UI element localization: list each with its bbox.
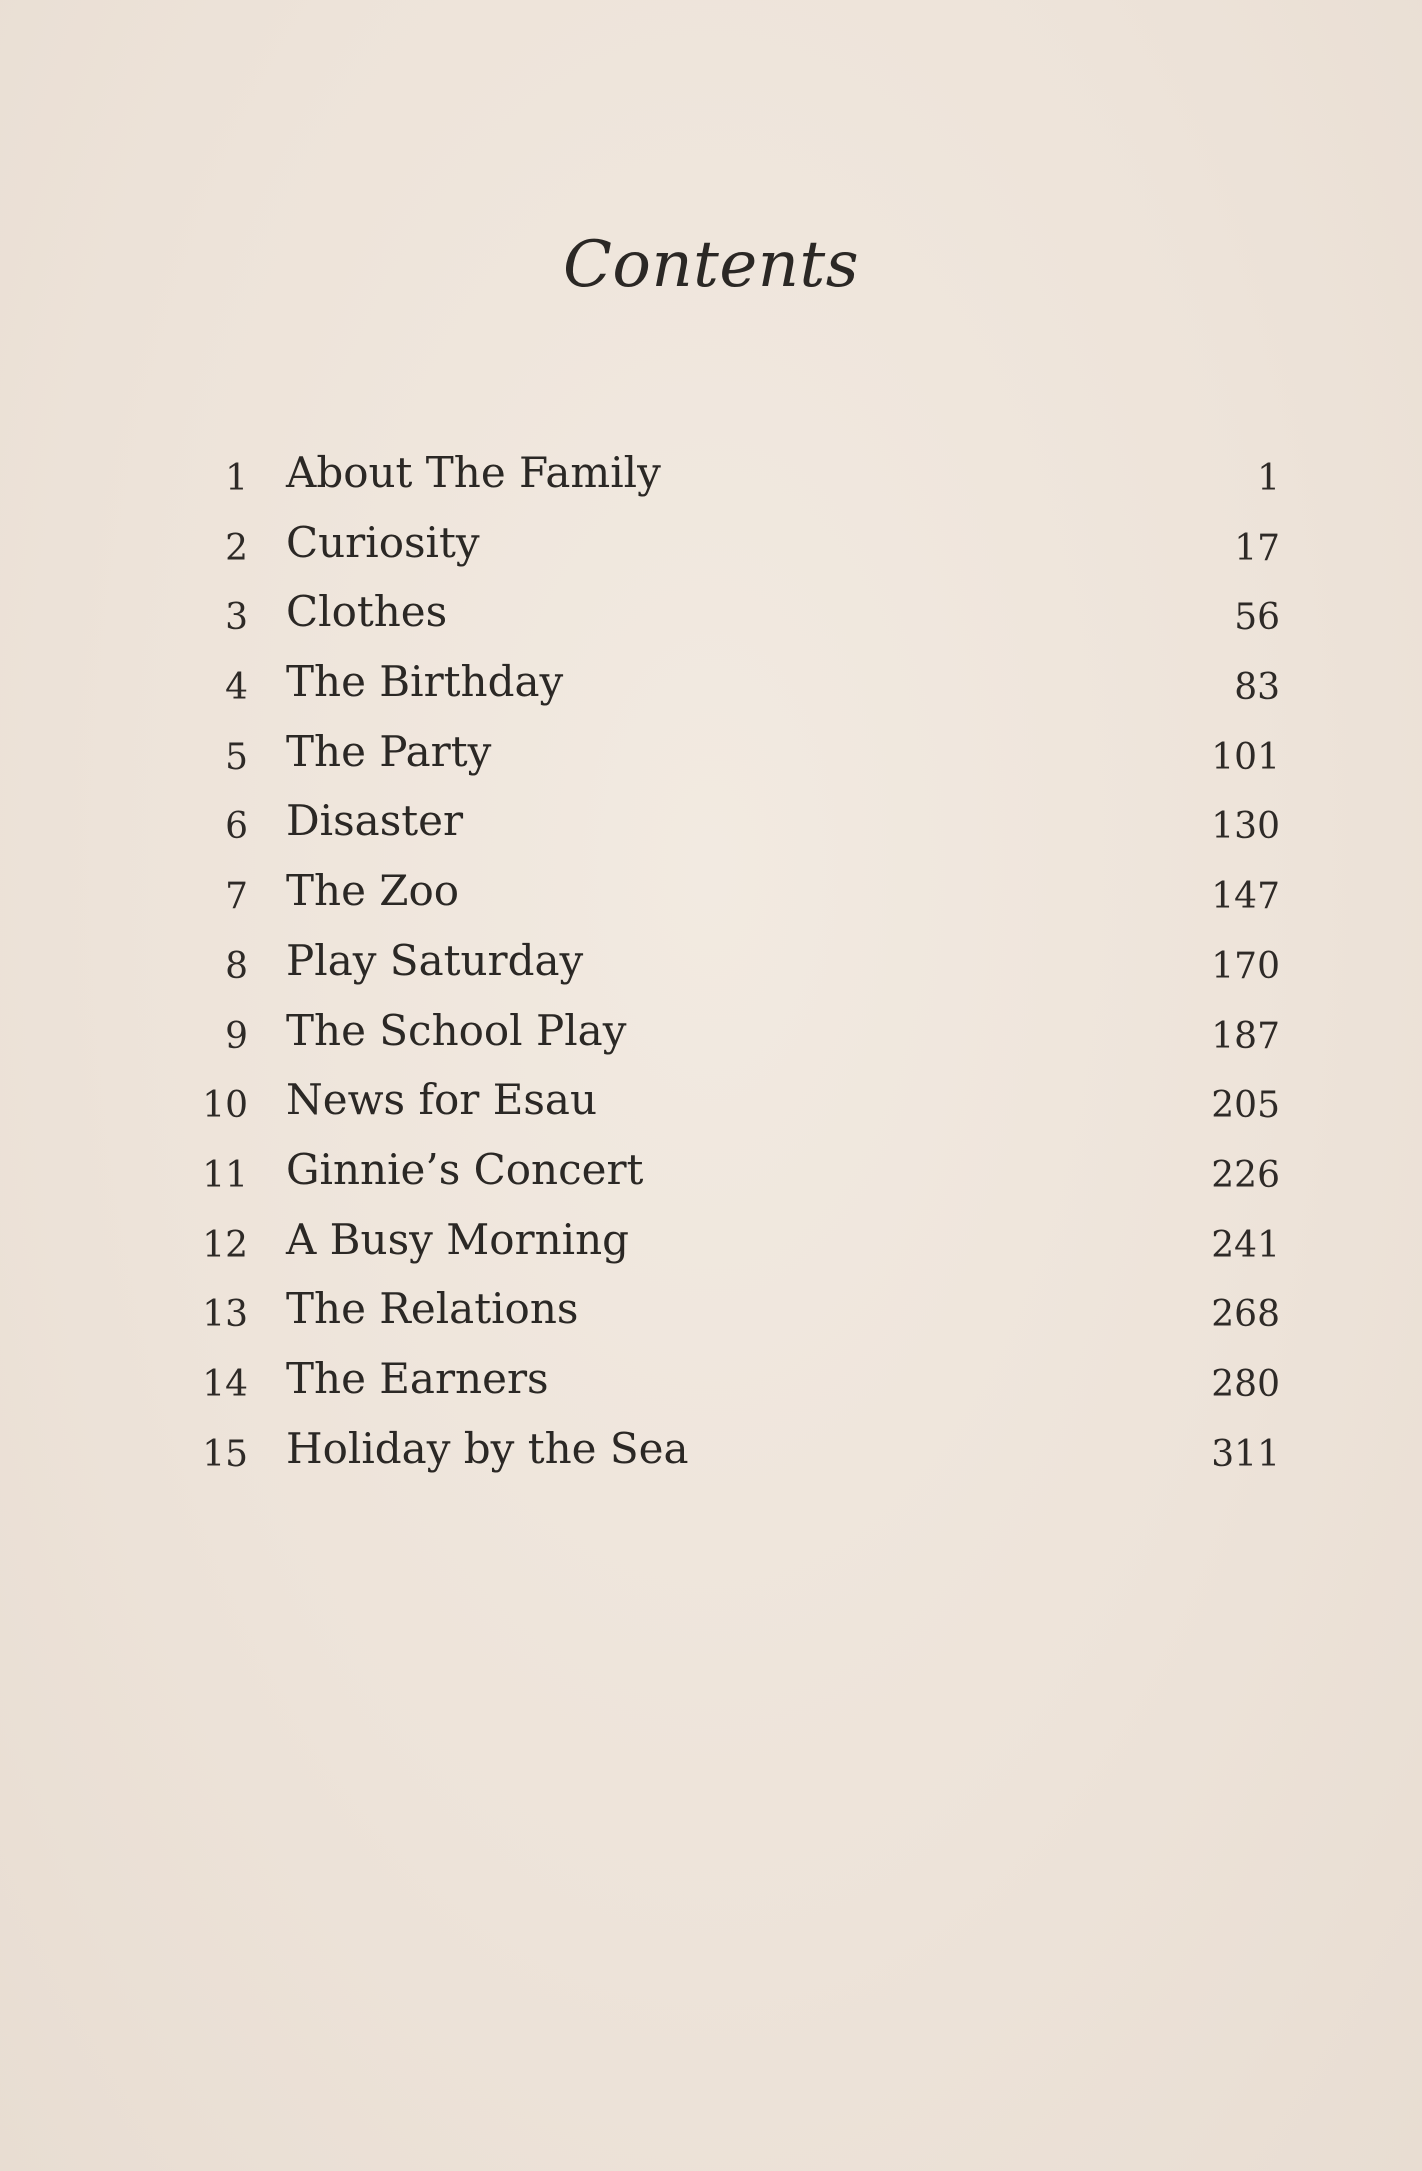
page-number: 130 (1211, 806, 1280, 848)
page-number: 101 (1211, 736, 1280, 778)
chapter-number: 7 (225, 876, 248, 918)
chapter-number: 1 (225, 458, 248, 499)
chapter-title: The Relations (286, 1284, 579, 1334)
toc-entry (190, 1072, 1280, 1142)
page-number: 17 (1234, 527, 1280, 569)
toc-entry (190, 1281, 1280, 1351)
chapter-title: Play Saturday (286, 935, 584, 985)
page-number: 170 (1211, 945, 1280, 987)
toc-entry (190, 1212, 1280, 1282)
page-number: 56 (1234, 597, 1280, 639)
page-number: 1 (1257, 458, 1280, 499)
chapter-number: 9 (225, 1015, 248, 1057)
toc-entry (190, 863, 1280, 933)
page-number: 205 (1211, 1085, 1280, 1127)
chapter-number: 12 (202, 1224, 248, 1266)
table-of-contents (190, 445, 1280, 1490)
chapter-title: News for Esau (286, 1075, 598, 1125)
page-number: 147 (1211, 876, 1280, 918)
chapter-title: The Birthday (286, 657, 564, 707)
chapter-title: The Earners (286, 1353, 549, 1403)
toc-entry (190, 933, 1280, 1003)
toc-entry (190, 584, 1280, 654)
chapter-title: The School Play (286, 1005, 627, 1055)
chapter-number: 2 (225, 527, 248, 569)
chapter-number: 5 (225, 736, 248, 778)
page-number: 187 (1211, 1015, 1280, 1057)
chapter-title: About The Family (286, 448, 661, 497)
chapter-number: 8 (225, 945, 248, 987)
chapter-title: The Zoo (286, 866, 460, 916)
chapter-number: 10 (202, 1085, 248, 1127)
toc-entry (190, 1351, 1280, 1421)
page-number: 241 (1211, 1224, 1280, 1266)
toc-entry (190, 1003, 1280, 1073)
chapter-number: 3 (225, 597, 248, 639)
chapter-title: Ginnie’s Concert (286, 1144, 644, 1194)
page-number: 83 (1234, 667, 1280, 709)
page-number: 311 (1211, 1433, 1280, 1475)
chapter-number: 14 (202, 1363, 248, 1405)
toc-entry (190, 724, 1280, 794)
chapter-title: A Busy Morning (286, 1214, 630, 1264)
toc-entry (190, 793, 1280, 863)
page-number: 226 (1211, 1154, 1280, 1196)
toc-entry (190, 1142, 1280, 1212)
chapter-title: Holiday by the Sea (286, 1423, 689, 1473)
page-title: Contents (562, 228, 860, 302)
chapter-title: Clothes (286, 587, 448, 637)
toc-entry (190, 445, 1280, 515)
chapter-title: The Party (286, 726, 492, 776)
toc-entry (190, 1421, 1280, 1491)
page-number: 268 (1211, 1294, 1280, 1336)
chapter-number: 11 (202, 1154, 248, 1196)
chapter-title: Curiosity (286, 517, 480, 567)
chapter-number: 13 (202, 1294, 248, 1336)
chapter-number: 6 (225, 806, 248, 848)
toc-entry (190, 654, 1280, 724)
chapter-title: Disaster (286, 796, 464, 846)
chapter-number: 4 (225, 667, 248, 709)
toc-entry (190, 515, 1280, 585)
chapter-number: 15 (202, 1433, 248, 1475)
page-number: 280 (1211, 1363, 1280, 1405)
